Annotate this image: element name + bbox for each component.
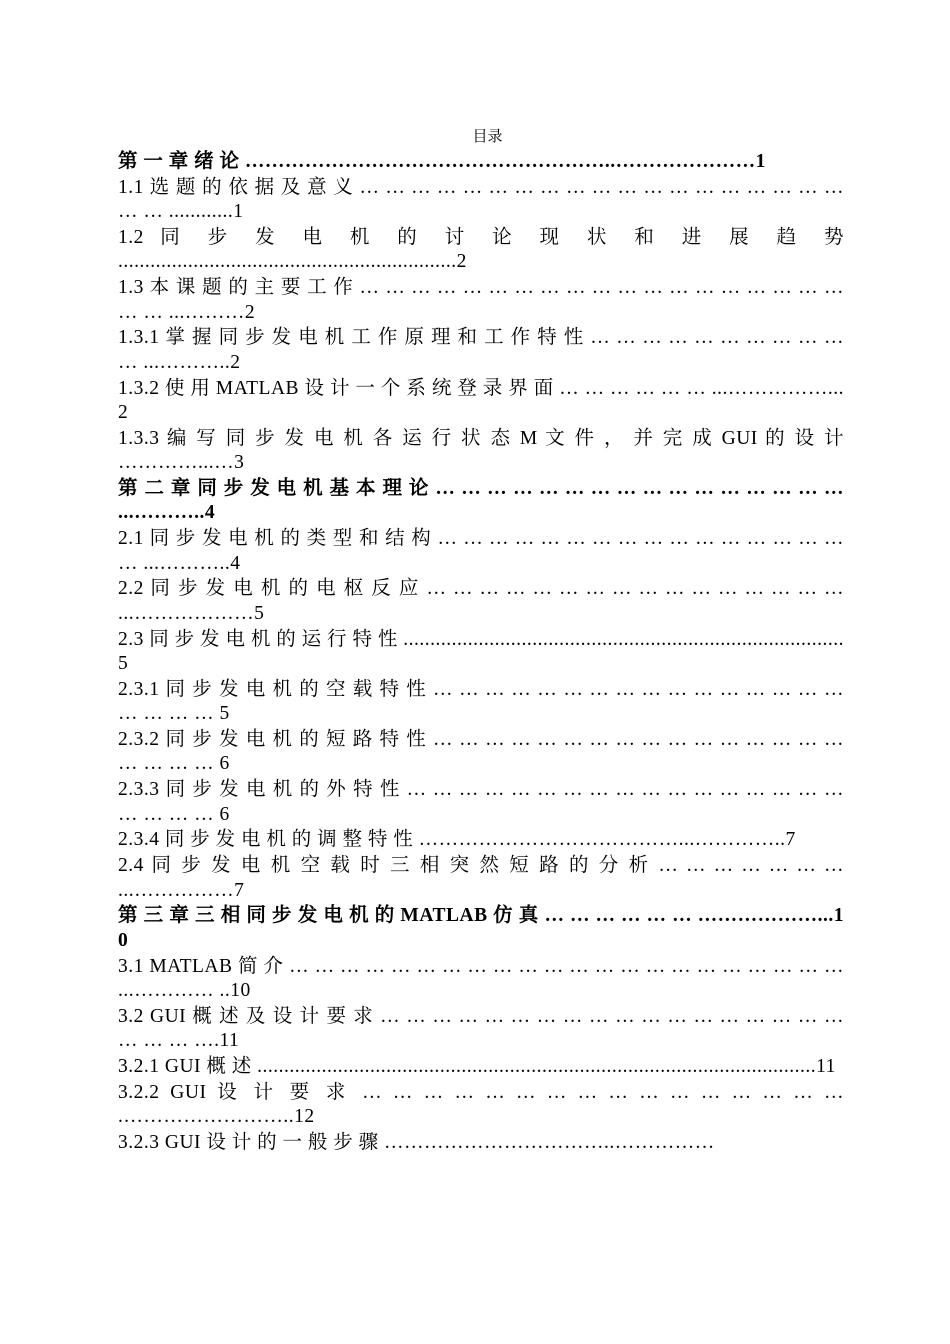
toc-entry: 2.3.1 同 步 发 电 机 的 空 载 特 性 … … … … … … … … … … … … … … … … … … … … 5 xyxy=(118,678,844,725)
table-of-contents xyxy=(118,150,844,1157)
toc-entry: 2.1 同 步 发 电 机 的 类 型 和 结 构 … … … … … … … … … … … … … … … … … ...………..4 xyxy=(118,528,844,574)
toc-entry: 1.3 本 课 题 的 主 要 工 作 … … … … … … … … … … … … … … … … … … … … … ...………2 xyxy=(118,277,844,323)
toc-entry: 3.2.3 GUI 设 计 的 一 般 步 骤 ……………………………..…………… xyxy=(118,1132,715,1154)
toc-entry: 1.3.3 编 写 同 步 发 电 机 各 运 行 状 态 M 文 件 ， 并 完 成 GUI 的 设 计 …………...…3 xyxy=(118,427,844,474)
toc-entry: 1.3.2 使 用 MATLAB 设 计 一 个 系 统 登 录 界 面 … … … … … … ...……………...2 xyxy=(118,377,844,424)
toc-chapter-entry: 第 三 章 三 相 同 步 发 电 机 的 MATLAB 仿 真 … … … … … … ………………...10 xyxy=(118,905,844,951)
toc-entry: 2.3.2 同 步 发 电 机 的 短 路 特 性 … … … … … … … … … … … … … … … … … … … … 6 xyxy=(118,729,844,775)
toc-entry: 3.1 MATLAB 简 介 … … … … … … … … … … … … … … … … … … … … … … ...………… ..10 xyxy=(118,955,844,1002)
toc-entry: 2.3.3 同 步 发 电 机 的 外 特 性 … … … … … … … … … … … … … … … … … … … … … 6 xyxy=(118,779,844,825)
toc-entry: 2.2 同 步 发 电 机 的 电 枢 反 应 … … … … … … … … … … … … … … … … ...………………5 xyxy=(118,578,844,624)
toc-entry: 2.4 同 步 发 电 机 空 载 时 三 相 突 然 短 路 的 分 析 … … … … … … … ...……………7 xyxy=(118,855,844,901)
toc-chapter-entry: 第 一 章 绪 论 ………………………………………………..…………………1 xyxy=(118,151,766,172)
toc-entry: 1.1 选 题 的 依 据 及 意 义 … … … … … … … … … … … … … … … … … … … … … ............1 xyxy=(118,176,844,223)
toc-entry: 3.2.1 GUI 概 述 ........................................................................................................11 xyxy=(118,1056,836,1078)
toc-entry: 2.3.4 同 步 发 电 机 的 调 整 特 性 …………………………………...…………..7 xyxy=(118,829,796,851)
toc-chapter-entry: 第 二 章 同 步 发 电 机 基 本 理 论 … … … … … … … … … … … … … … … … ...………..4 xyxy=(118,478,844,524)
toc-entry: 1.3.1 掌 握 同 步 发 电 机 工 作 原 理 和 工 作 特 性 … … … … … … … … … … … ...………..2 xyxy=(118,327,844,373)
toc-entry: 1.2 同 步 发 电 机 的 讨 论 现 状 和 进 展 趋 势 ...............................................................2 xyxy=(118,227,844,273)
toc-entry: 2.3 同 步 发 电 机 的 运 行 特 性 ..................................................................................5 xyxy=(118,628,844,675)
toc-entry: 3.2.2 GUI 设 计 要 求 … … … … … … … … … … … … … … … … .……………………..12 xyxy=(118,1081,844,1128)
toc-entry: 3.2 GUI 概 述 及 设 计 要 求 … … … … … … … … … … … … … … … … … … … … … ….11 xyxy=(118,1005,844,1052)
document-title: 目录 xyxy=(472,129,503,145)
